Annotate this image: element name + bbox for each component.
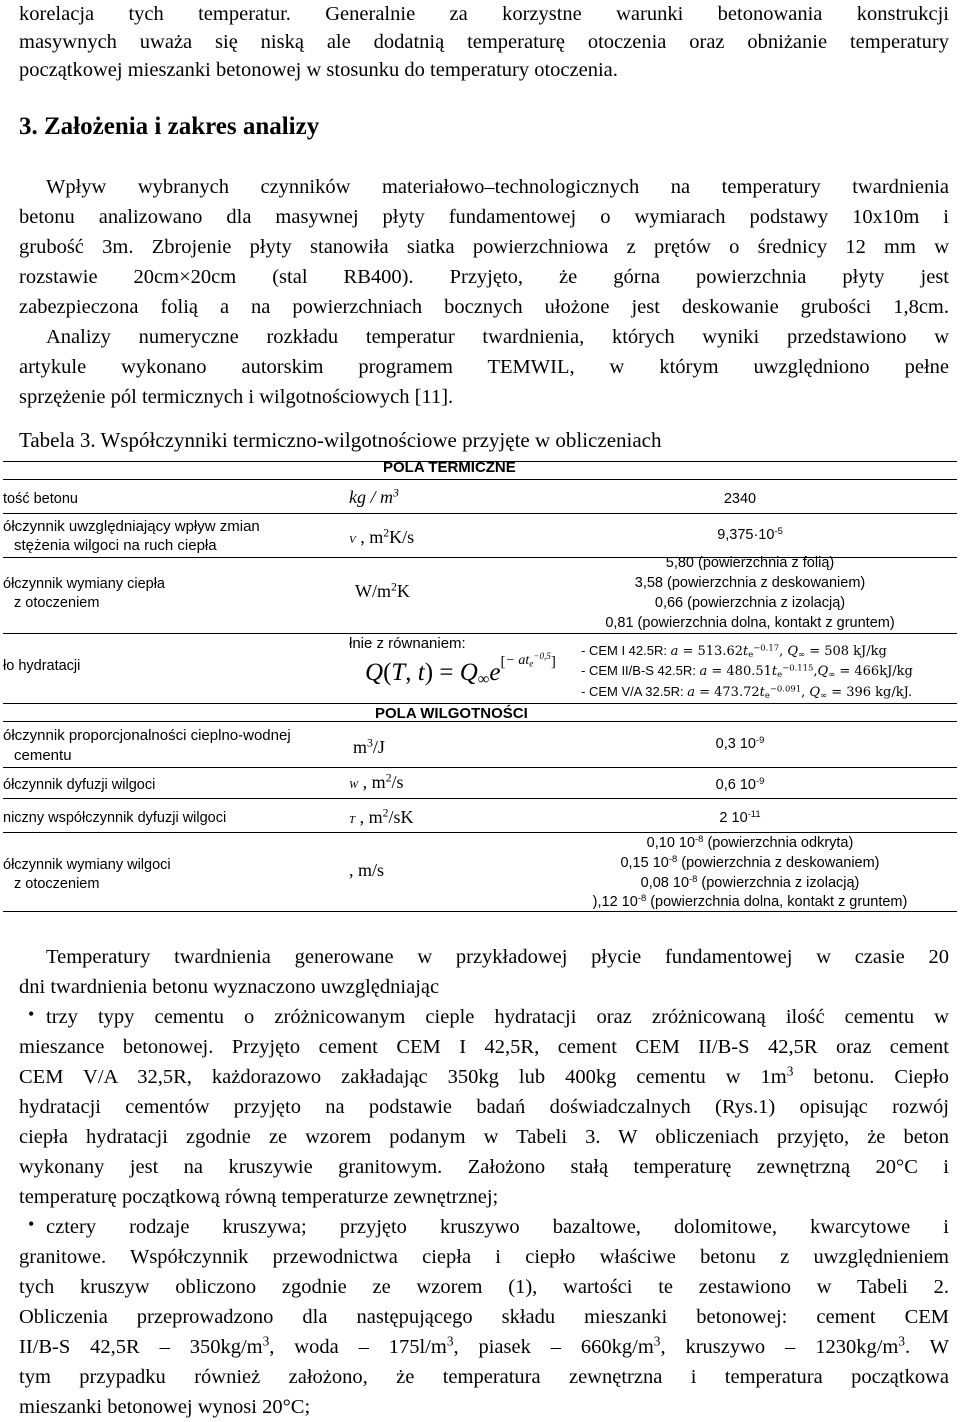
row-heat-value-3: 0,66 (powierzchnia z izolacją) [654,595,846,611]
b2-line-7: mieszanki betonowej wynosi 20°C; [19,1396,311,1418]
row-prop-unit: $m^3/J$ [353,736,385,757]
bullet-2-text [19,1212,949,1422]
section-line-3: grubość 3m. Zbrojenie płyty stanowiła siatka powierzchniowa z prętów o średnicy 12 mm w [19,236,949,258]
b2-line-4: Obliczenia przeprowadzono dla następującego składu mieszanki betonowej: cement CEM [19,1306,949,1328]
row-hydration-unit-text: łnie z równaniem: [349,635,466,652]
after-line-2: dni twardnienia betonu wyznaczono uwzględniając [19,976,440,998]
after-line-1: Temperatury twardnienia generowane w przykładowej płycie fundamentowej w czasie 20 [46,946,949,968]
section-line-5: zabezpieczona folią a na powierzchniach bocznych ułożone jest deskowanie grubości 1,8cm. [19,296,949,318]
row-tdiff-unit: T , $m^2/sK$ [349,806,414,827]
section-line-1: Wpływ wybranych czynników materiałowo–technologicznych na temperatury twardnienia [46,176,949,198]
row-hydration-value-2: - CEM II/B-S 42.5R: $a = 480.51t_e^{-0.115},Q_\infty = 466kJ/kg$ [581,662,913,680]
b1-line-5: ciepła hydratacji zgodnie ze wzorem podanym w Tabeli 3. W obliczeniach przyjęto, że beton [19,1126,949,1148]
row-coupling-label-1: ółczynnik uwzględniający wpływ zmian [3,518,260,535]
section-line-4: rozstawie 20cm×20cm (stal RB400). Przyjęto, że górna powierzchnia płyty jest [19,266,949,288]
row-prop-label-2: cementu [14,747,72,764]
section-line-8: sprzężenie pól termicznych i wilgotnościowych [11]. [19,386,454,408]
row-prop-value: 0,3 $10^{-9}$ [715,733,765,752]
b2-line-1: cztery rodzaje kruszywa; przyjęto kruszywo bazaltowe, dolomitowe, kwarcytowe i [46,1216,949,1238]
row-heat-unit: $W/m^2K$ [355,580,410,601]
row-hydration-value-1: - CEM I 42.5R: $a = 513.62t_e^{-0.17}$, $Q_\infty = 508$ kJ/kg [581,642,887,660]
intro-line-2: masywnych uważa się niską ale dodatnią temperaturę otoczenia oraz obniżanie temperatury [19,31,949,53]
row-diffusion-label: ółczynnik dyfuzji wilgoci [3,777,156,793]
after-paragraph [19,942,949,1002]
b1-line-4: hydratacji cementów przyjęto na podstawie badań doświadczalnych (Rys.1) opisując rozwój [19,1096,949,1118]
row-hydration-label: ło hydratacji [3,658,81,674]
row-mex-value-2: 0,15 $10^{-8}$ (powierzchnia z deskowaniem) [620,852,880,871]
header-moisture: POLA WILGOTNOŚCI [375,705,528,722]
section-line-7: artykule wykonano autorskim programem TEMWIL, w którym uwzględniono pełne [19,356,949,378]
row-diffusion-value: 0,6 $10^{-9}$ [715,774,765,793]
intro-paragraph [19,0,949,84]
b1-line-2: mieszance betonowej. Przyjęto cement CEM I 42,5R, cement CEM II/B-S 42,5R oraz cement [19,1036,949,1058]
row-heat-value-2: 3,58 (powierzchnia z deskowaniem) [634,575,866,591]
row-mex-label-1: ółczynnik wymiany wilgoci [3,857,171,873]
row-mex-value-1: 0,10 $10^{-8}$ (powierzchnia odkryta) [646,832,854,851]
coefficients-table [0,455,960,912]
row-density-unit: kg / $m^3$ [349,486,399,507]
row-mex-label-2: z otoczeniem [14,876,100,892]
intro-line-1: korelacja tych temperatur. Generalnie za korzystne warunki betonowania konstrukcji [19,3,949,25]
row-mex-value-4: ),12 $10^{-8}$ (powierzchnia dolna, kontakt z gruntem) [592,891,908,910]
row-density-value: 2340 [723,491,757,507]
row-mex-value-3: 0,08 $10^{-8}$ (powierzchnia z izolacją) [640,872,860,891]
bullet-1-marker: • [28,1004,35,1024]
row-heat-label-2: z otoczeniem [14,595,100,611]
b2-line-3: tych kruszyw obliczono zgodnie ze wzorem (1), wartości te zestawiono w Tabeli 2. [19,1276,949,1298]
b2-line-2: granitowe. Współczynnik przewodnictwa ciepła i ciepło właściwe betonu z uwzględnieniem [19,1246,949,1268]
bullet-1-text [19,1002,949,1212]
b2-line-5: II/B-S $42,5R - 350kg/m^3$, woda – $175l/m^3$, piasek – $660kg/m^3$, kruszywo – $1230kg/m^3$. W [19,1333,949,1358]
b1-line-1: trzy typy cementu o zróżnicowanym cieple hydratacji oraz zróżnicowaną ilość cementu w [46,1006,949,1028]
row-tdiff-value: 2 $10^{-11}$ [719,807,761,826]
row-prop-label-1: ółczynnik proporcjonalności cieplno-wodnej [3,727,291,744]
row-coupling-value: $9,375\cdot 10^{-5}$ [717,524,783,543]
b2-line-6: tym przypadku również założono, że temperatura zewnętrzna i temperatura początkowa [19,1366,949,1388]
bullet-2-marker: • [28,1214,35,1234]
section-line-2: betonu analizowano dla masywnej płyty fundamentowej o wymiarach podstawy 10x10m i [19,206,949,228]
row-coupling-unit: V , $m^2K/s$ [349,526,415,547]
section-line-6: Analizy numeryczne rozkładu temperatur twardnienia, których wyniki przedstawiono w [46,326,949,348]
section-paragraph [19,172,949,412]
row-heat-value-4: 0,81 (powierzchnia dolna, kontakt z gruntem) [605,615,895,631]
row-heat-label-1: ółczynnik wymiany ciepła [3,576,165,592]
row-heat-value-1: 5,80 (powierzchnia z folią) [665,555,835,571]
row-diffusion-unit: W , $m^2/s$ [349,771,404,792]
row-hydration-value-3: - CEM V/A 32.5R: $a = 473.72t_e^{-0.091}$, $Q_\infty = 396$ kg/kJ. [581,683,912,701]
b1-line-7: temperaturę początkową równą temperaturze zewnętrznej; [19,1186,499,1208]
intro-line-3: początkowej mieszanki betonowej w stosunku do temperatury otoczenia. [19,59,618,81]
b1-line-3: CEM V/A 32,5R, każdorazowo zakładając 350kg lub 400kg cementu w $1m^3$ betonu. Ciepło [19,1063,949,1088]
row-density-label: tość betonu [3,491,78,507]
row-coupling-label-2: stężenia wilgoci na ruch ciepła [14,537,217,554]
table-caption: Tabela 3. Współczynniki termiczno-wilgotnościowe przyjęte w obliczeniach [19,428,662,452]
b1-line-6: wykonany jest na kruszywie granitowym. Założono stałą temperaturę zewnętrzną 20°C i [19,1156,949,1178]
hydration-formula: Q(T, $t) = Q_\infty e[- ate-0,5]$ [365,651,556,689]
row-mex-unit: , m/s [349,860,385,880]
row-tdiff-label: niczny współczynnik dyfuzji wilgoci [3,810,227,826]
section-heading: 3. Założenia i zakres analizy [19,113,320,140]
header-thermal: POLA TERMICZNE [383,459,516,476]
